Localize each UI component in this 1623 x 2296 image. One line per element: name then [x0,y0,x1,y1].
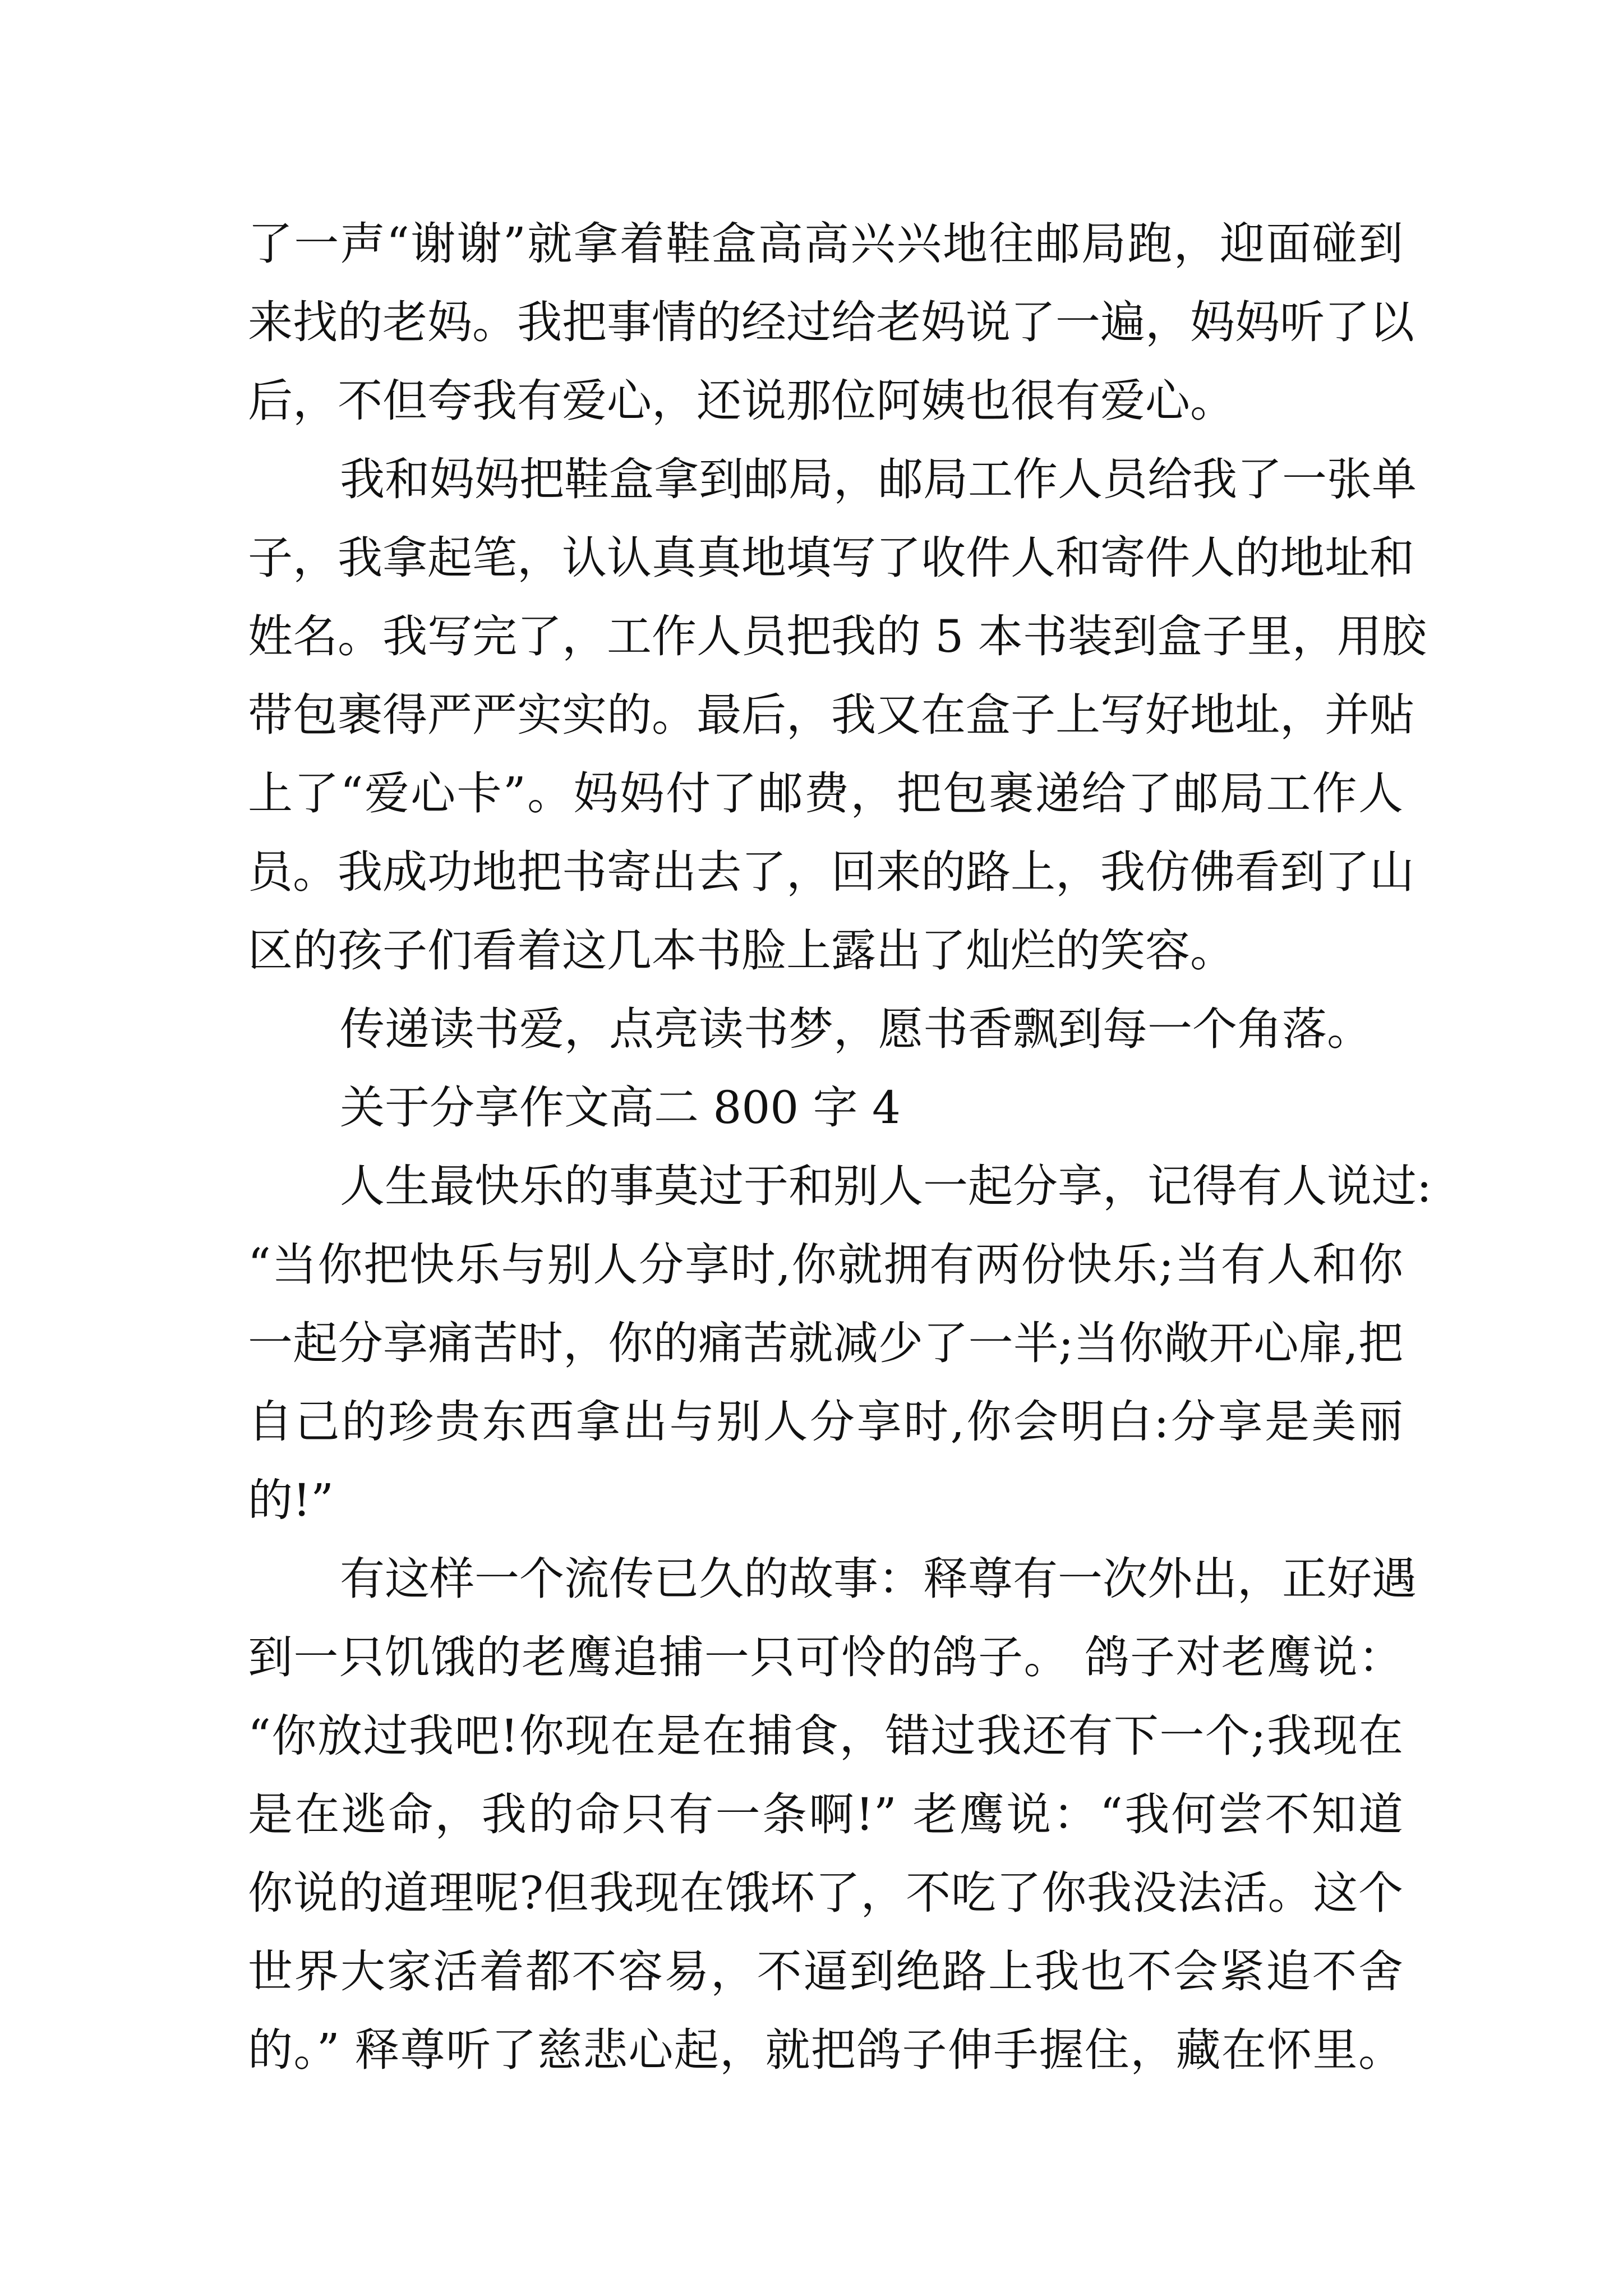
text-line: 世界大家活着都不容易，不逼到绝路上我也不会紧追不舍 [248,1945,1403,1998]
text-line: 后，不但夸我有爱心，还说那位阿姨也很有爱心。 [248,375,1235,427]
section-heading: 关于分享作文高二 800 字 4 [340,1082,901,1134]
text-line: 带包裹得严严实实的。最后，我又在盒子上写好地址，并贴 [248,689,1414,741]
text-line: 来找的老妈。我把事情的经过给老妈说了一遍，妈妈听了以 [248,296,1414,348]
text-line: 传递读书爱，点亮读书梦，愿书香飘到每一个角落。 [340,1003,1372,1055]
text-line: 我和妈妈把鞋盒拿到邮局，邮局工作人员给我了一张单 [340,453,1417,505]
text-line: 的!” [248,1474,334,1526]
text-line: 区的孩子们看着这几本书脸上露出了灿烂的笑容。 [248,924,1235,977]
text-line: 员。我成功地把书寄出去了，回来的路上，我仿佛看到了山 [248,846,1414,898]
text-line: 了一声“谢谢”就拿着鞋盒高高兴兴地往邮局跑，迎面碰到 [248,218,1403,270]
text-line: 自己的珍贵东西拿出与别人分享时,你会明白:分享是美丽 [248,1396,1403,1448]
text-line: 有这样一个流传已久的故事：释尊有一次外出，正好遇 [340,1553,1417,1605]
text-line: 一起分享痛苦时，你的痛苦就减少了一半;当你敞开心扉,把 [248,1317,1403,1369]
text-line: 姓名。我写完了，工作人员把我的 5 本书装到盒子里，用胶 [248,610,1427,662]
text-line: 上了“爱心卡”。妈妈付了邮费，把包裹递给了邮局工作人 [248,767,1403,820]
text-line: 是在逃命，我的命只有一条啊!” 老鹰说：“我何尝不知道 [248,1788,1403,1841]
text-line: “当你把快乐与别人分享时,你就拥有两份快乐;当有人和你 [248,1239,1403,1291]
text-line: 子，我拿起笔，认认真真地填写了收件人和寄件人的地址和 [248,532,1414,584]
text-line: 你说的道理呢?但我现在饿坏了，不吃了你我没法活。这个 [248,1867,1403,1919]
text-line: 的。” 释尊听了慈悲心起，就把鸽子伸手握住，藏在怀里。 [248,2024,1403,2076]
text-line: 到一只饥饿的老鹰追捕一只可怜的鸽子。 鸽子对老鹰说： [248,1631,1403,1683]
text-line: “你放过我吧!你现在是在捕食，错过我还有下一个;我现在 [248,1710,1403,1762]
text-line: 人生最快乐的事莫过于和别人一起分享，记得有人说过: [340,1160,1432,1212]
